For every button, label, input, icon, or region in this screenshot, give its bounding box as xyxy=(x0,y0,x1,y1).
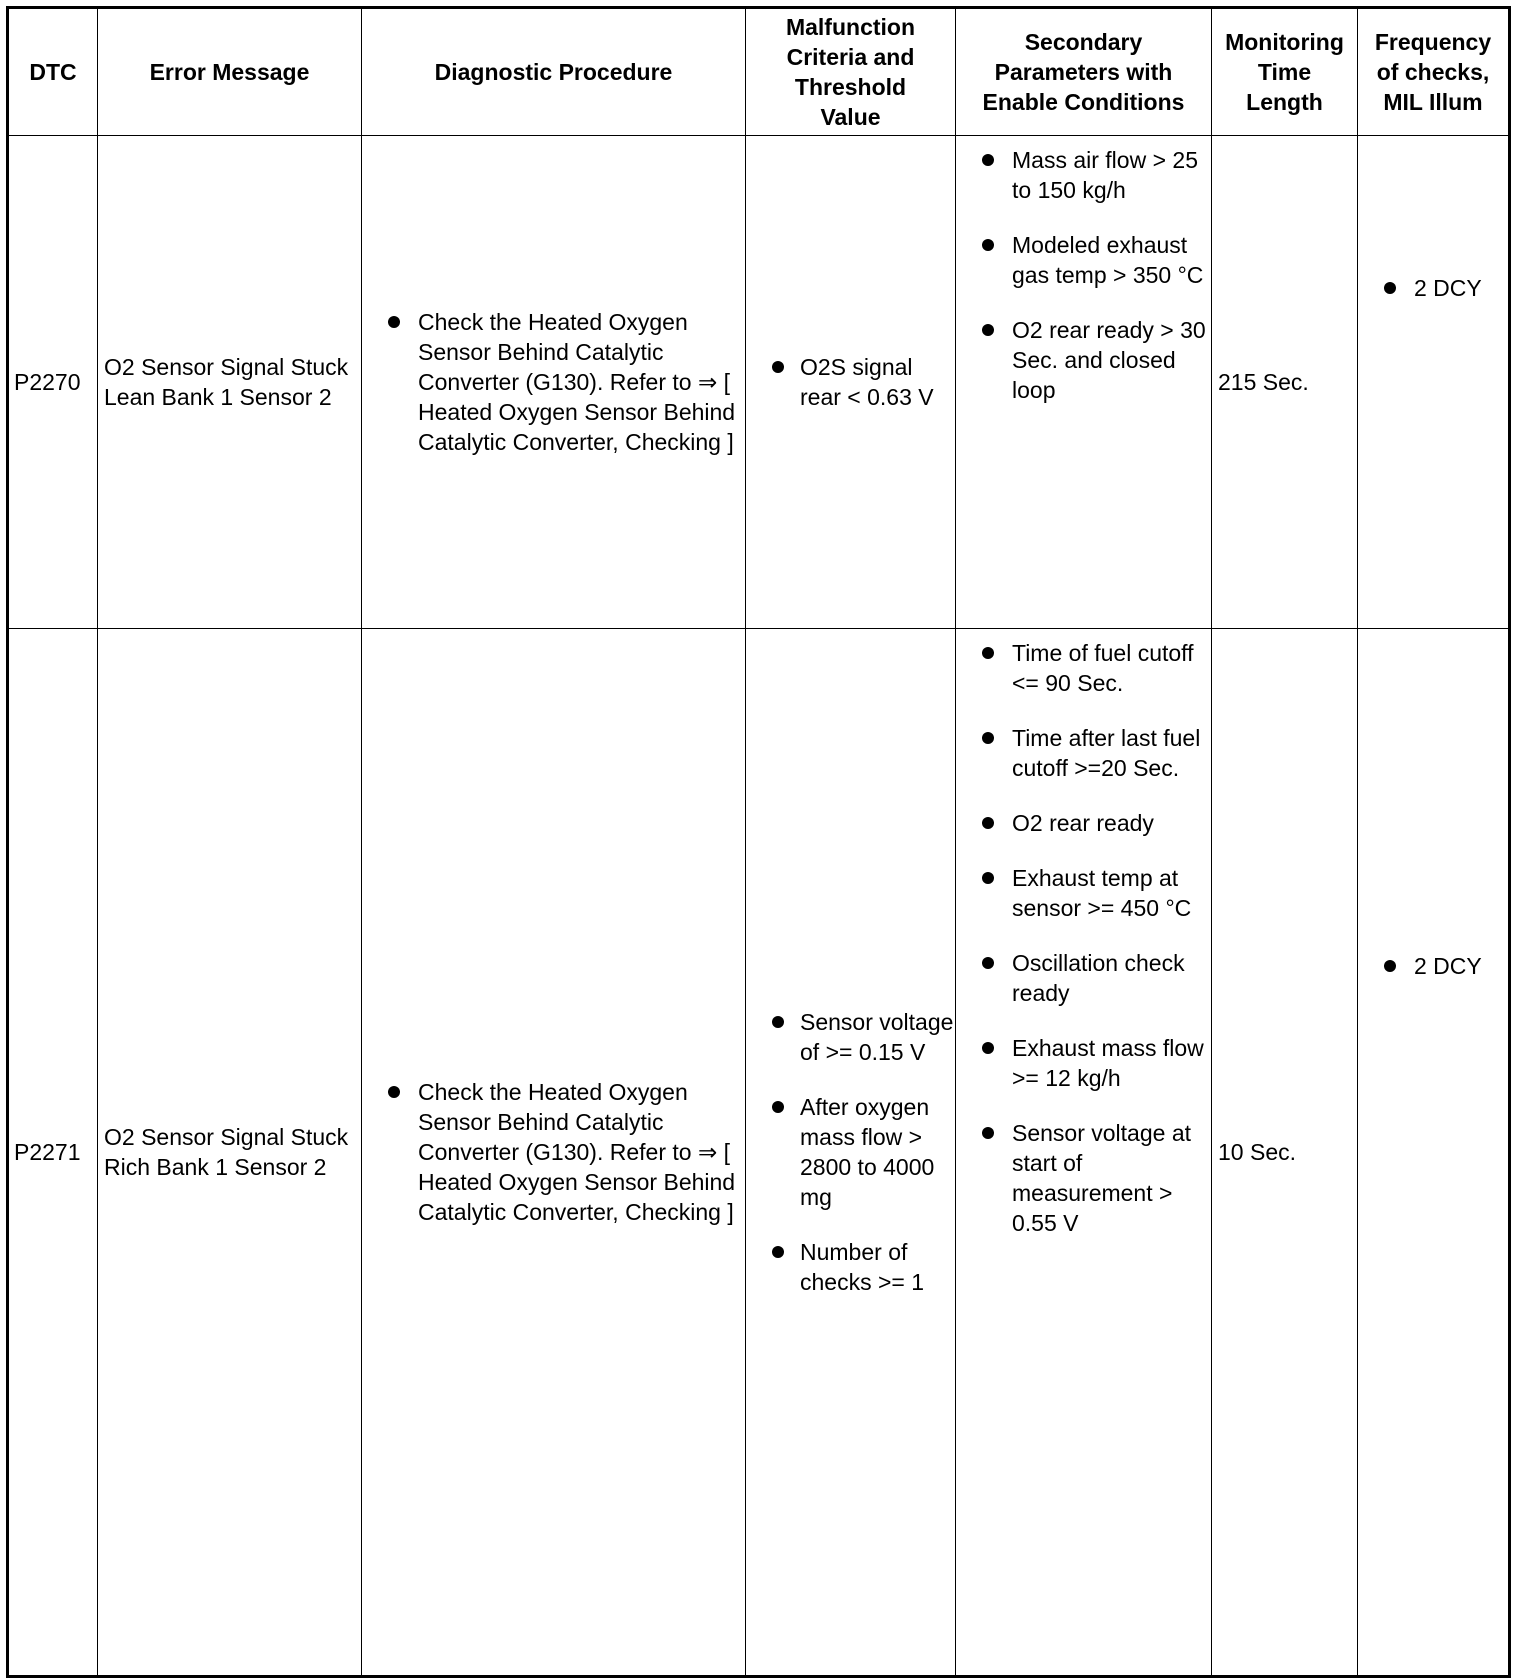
list-item: Oscillation check ready xyxy=(956,948,1211,1008)
list-item: Time of fuel cutoff <= 90 Sec. xyxy=(956,638,1211,698)
list-item: Modeled exhaust gas temp > 350 °C xyxy=(956,230,1211,290)
header-malfunction-criteria: Malfunction Criteria and Threshold Value xyxy=(746,8,956,136)
list-item: 2 DCY xyxy=(1358,273,1508,303)
list-item: Exhaust temp at sensor >= 450 °C xyxy=(956,863,1211,923)
frequency xyxy=(1358,629,1510,1677)
header-dtc: DTC xyxy=(8,8,98,136)
header-row xyxy=(8,8,1510,136)
secondary-parameters xyxy=(956,629,1212,1677)
header-error-message: Error Message xyxy=(98,8,362,136)
table-row xyxy=(8,136,1510,629)
list-item: 2 DCY xyxy=(1358,951,1508,981)
frequency xyxy=(1358,136,1510,629)
list-item: Sensor voltage at start of measurement > 0.55 V xyxy=(956,1118,1211,1238)
header-frequency: Frequency of checks, MIL Illum xyxy=(1358,8,1510,136)
diagnostic-procedure xyxy=(362,136,746,629)
dtc-table xyxy=(6,6,1511,1678)
monitoring-time: 215 Sec. xyxy=(1212,136,1358,629)
list-item: Check the Heated Oxygen Sensor Behind Catalytic Converter (G130). Refer to ⇒ [ Heated Oxygen Sensor Behind Catalytic Converter, Checking ] xyxy=(362,307,745,457)
list-item: Time after last fuel cutoff >=20 Sec. xyxy=(956,723,1211,783)
dtc-code: P2271 xyxy=(8,629,98,1677)
header-diagnostic-procedure: Diagnostic Procedure xyxy=(362,8,746,136)
header-secondary-parameters: Secondary Parameters with Enable Conditions xyxy=(956,8,1212,136)
error-message: O2 Sensor Signal Stuck Lean Bank 1 Sensor 2 xyxy=(98,136,362,629)
list-item: Mass air flow > 25 to 150 kg/h xyxy=(956,145,1211,205)
table-row xyxy=(8,629,1510,1677)
secondary-parameters xyxy=(956,136,1212,629)
list-item: Number of checks >= 1 xyxy=(746,1237,955,1297)
diagnostic-procedure xyxy=(362,629,746,1677)
list-item: O2 rear ready xyxy=(956,808,1211,838)
list-item: O2S signal rear < 0.63 V xyxy=(746,352,955,412)
list-item: Check the Heated Oxygen Sensor Behind Catalytic Converter (G130). Refer to ⇒ [ Heated Oxygen Sensor Behind Catalytic Converter, Checking ] xyxy=(362,1077,745,1227)
list-item: Sensor voltage of >= 0.15 V xyxy=(746,1007,955,1067)
list-item: After oxygen mass flow > 2800 to 4000 mg xyxy=(746,1092,955,1212)
malfunction-criteria xyxy=(746,136,956,629)
dtc-code: P2270 xyxy=(8,136,98,629)
malfunction-criteria xyxy=(746,629,956,1677)
list-item: O2 rear ready > 30 Sec. and closed loop xyxy=(956,315,1211,405)
list-item: Exhaust mass flow >= 12 kg/h xyxy=(956,1033,1211,1093)
header-monitoring-time: Monitoring Time Length xyxy=(1212,8,1358,136)
error-message: O2 Sensor Signal Stuck Rich Bank 1 Sensor 2 xyxy=(98,629,362,1677)
monitoring-time: 10 Sec. xyxy=(1212,629,1358,1677)
